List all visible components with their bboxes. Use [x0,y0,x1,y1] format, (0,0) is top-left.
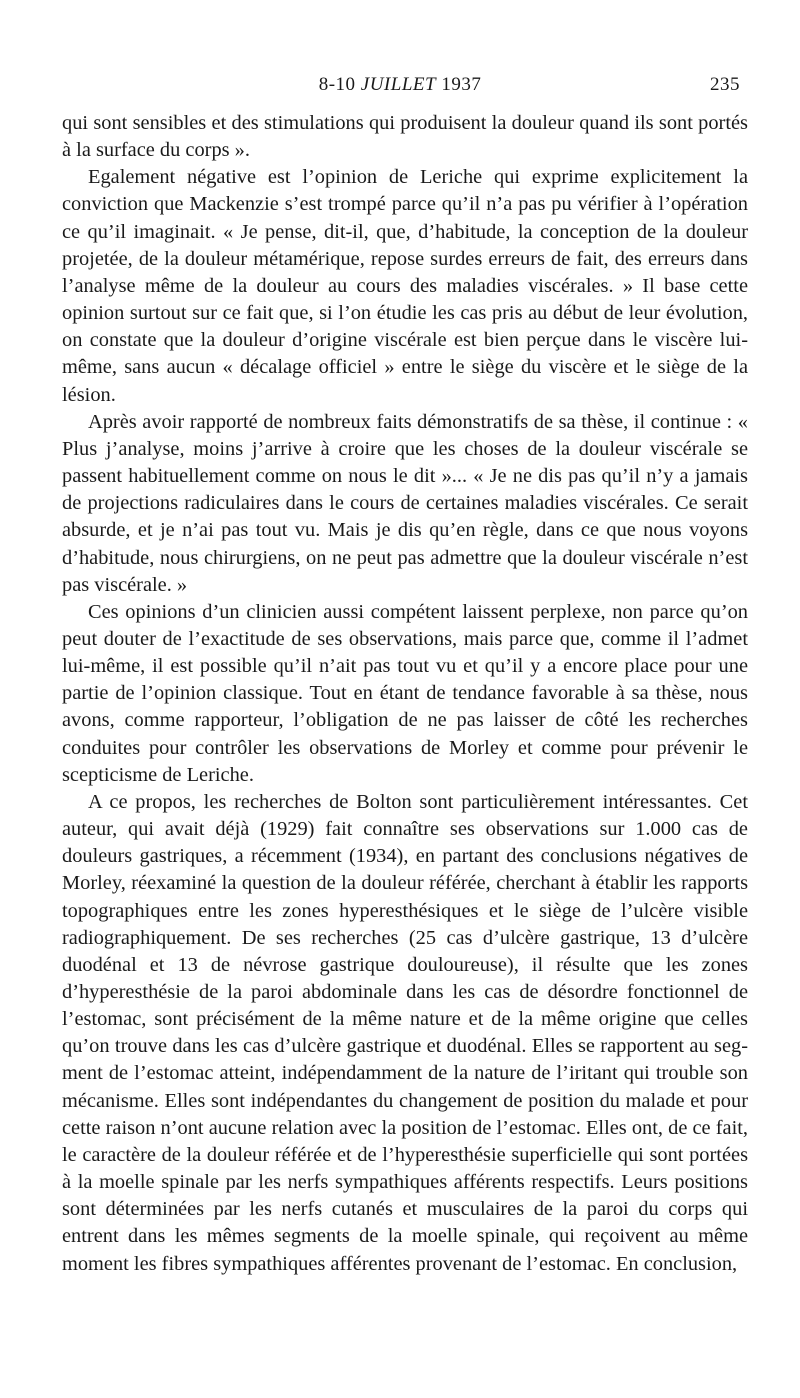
paragraph-continued: qui sont sensibles et des stimulations qui produisent la douleur quand ils sont portés à la surface du corps ». [62,112,748,162]
paragraph: Après avoir rapporté de nombreux faits démonstratifs de sa thèse, il continue : « Plus j’analyse, moins j’arrive à croire que les choses de la douleur viscérale se passent habituellement comme on nous le dit »... « Je ne dis pas qu’il n’y a jamais de projections radiculaires dans le cours de certaines maladies viscérales. Ce serait absurde, et je n’ai pas tout vu. Mais je dis qu’en règle, dans ce que nous voyons d’habitude, nous chirurgiens, on ne peut pas admettre que la douleur viscérale n’est pas viscérale. » [62,410,748,596]
paragraph: Ces opinions d’un clinicien aussi compétent laissent perplexe, non parce qu’on peut douter de l’exactitude de ses observations, mais parce que, comme il l’admet lui-même, il est possible qu’il n’ait pas tout vu et qu’il y a encore place pour une partie de l’opinion classique. Tout en étant de tendance favorable à sa thèse, nous avons, comme rapporteur, l’obligation de ne pas laisser de côté les recherches conduites pour contrôler les observations de Morley et comme pour prévenir le scepticisme de Leriche. [62,600,748,786]
paragraph: A ce propos, les recherches de Bolton sont particulièrement intéressantes. Cet auteur, qui avait déjà (1929) fait connaître ses observations sur 1.000 cas de douleurs gastriques, a récemment (1934), en partant des conclusions négatives de Morley, réexaminé la question de la douleur référée, cherchant à établir les rapports topographiques entre les zones hyperesthésiques et le siège de l’ulcère visible radiographiquement. De ses recherches (25 cas d’ulcère gastrique, 13 d’ulcère duodénal et 13 de névrose gastrique douloureuse), il résulte que les zones d’hyperesthésie de la paroi abdominale dans les cas de désordre fonctionnel de l’estomac, sont précisément de la même nature et de la même origine que celles qu’on trouve dans les cas d’ulcère gastrique et duodénal. Elles se rapportent au segment de l’estomac atteint, indépendamment de la nature de l’iritant qui trouble son mécanisme. Elles sont indépendantes du changement de position du malade et pour cette raison n’ont aucune relation avec la position de l’estomac. Elles ont, de ce fait, le caractère de la douleur référée et de l’hyperesthésie superficielle qui sont portées à la moelle spinale par les nerfs sympathiques afférents respectifs. Leurs positions sont déterminées par les nerfs cutanés et musculaires de la paroi du corps qui entrent dans les mêmes segments de la moelle spinale, qui reçoivent au même moment les fibres sympathiques afférentes provenant de l’estomac. En conclusion, [62,790,748,1275]
header-year: 1937 [441,74,482,95]
running-title [60,74,740,96]
header-date-prefix: 8-10 [318,74,356,95]
running-header [60,74,740,104]
body-text [62,110,748,1278]
header-month: JUILLET [360,74,437,95]
paragraph: Egalement négative est l’opinion de Leriche qui exprime explicitement la conviction que Mackenzie s’est trompé parce qu’il n’a pas pu vérifier à l’opération ce qu’il imaginait. « Je pense, dit-il, que, d’habitude, la conception de la douleur projetée, de la douleur métamérique, repose surdes erreurs de fait, des erreurs dans l’analyse même de la douleur au cours des maladies viscérales. » Il base cette opinion surtout sur ce fait que, si l’on étudie les cas pris au début de leur évolution, on constate que la douleur d’origine viscérale est bien perçue dans le viscère lui-même, sans aucun « décalage officiel » entre le siège du viscère et le siège de la lésion. [62,166,748,406]
page-number: 235 [710,74,740,95]
